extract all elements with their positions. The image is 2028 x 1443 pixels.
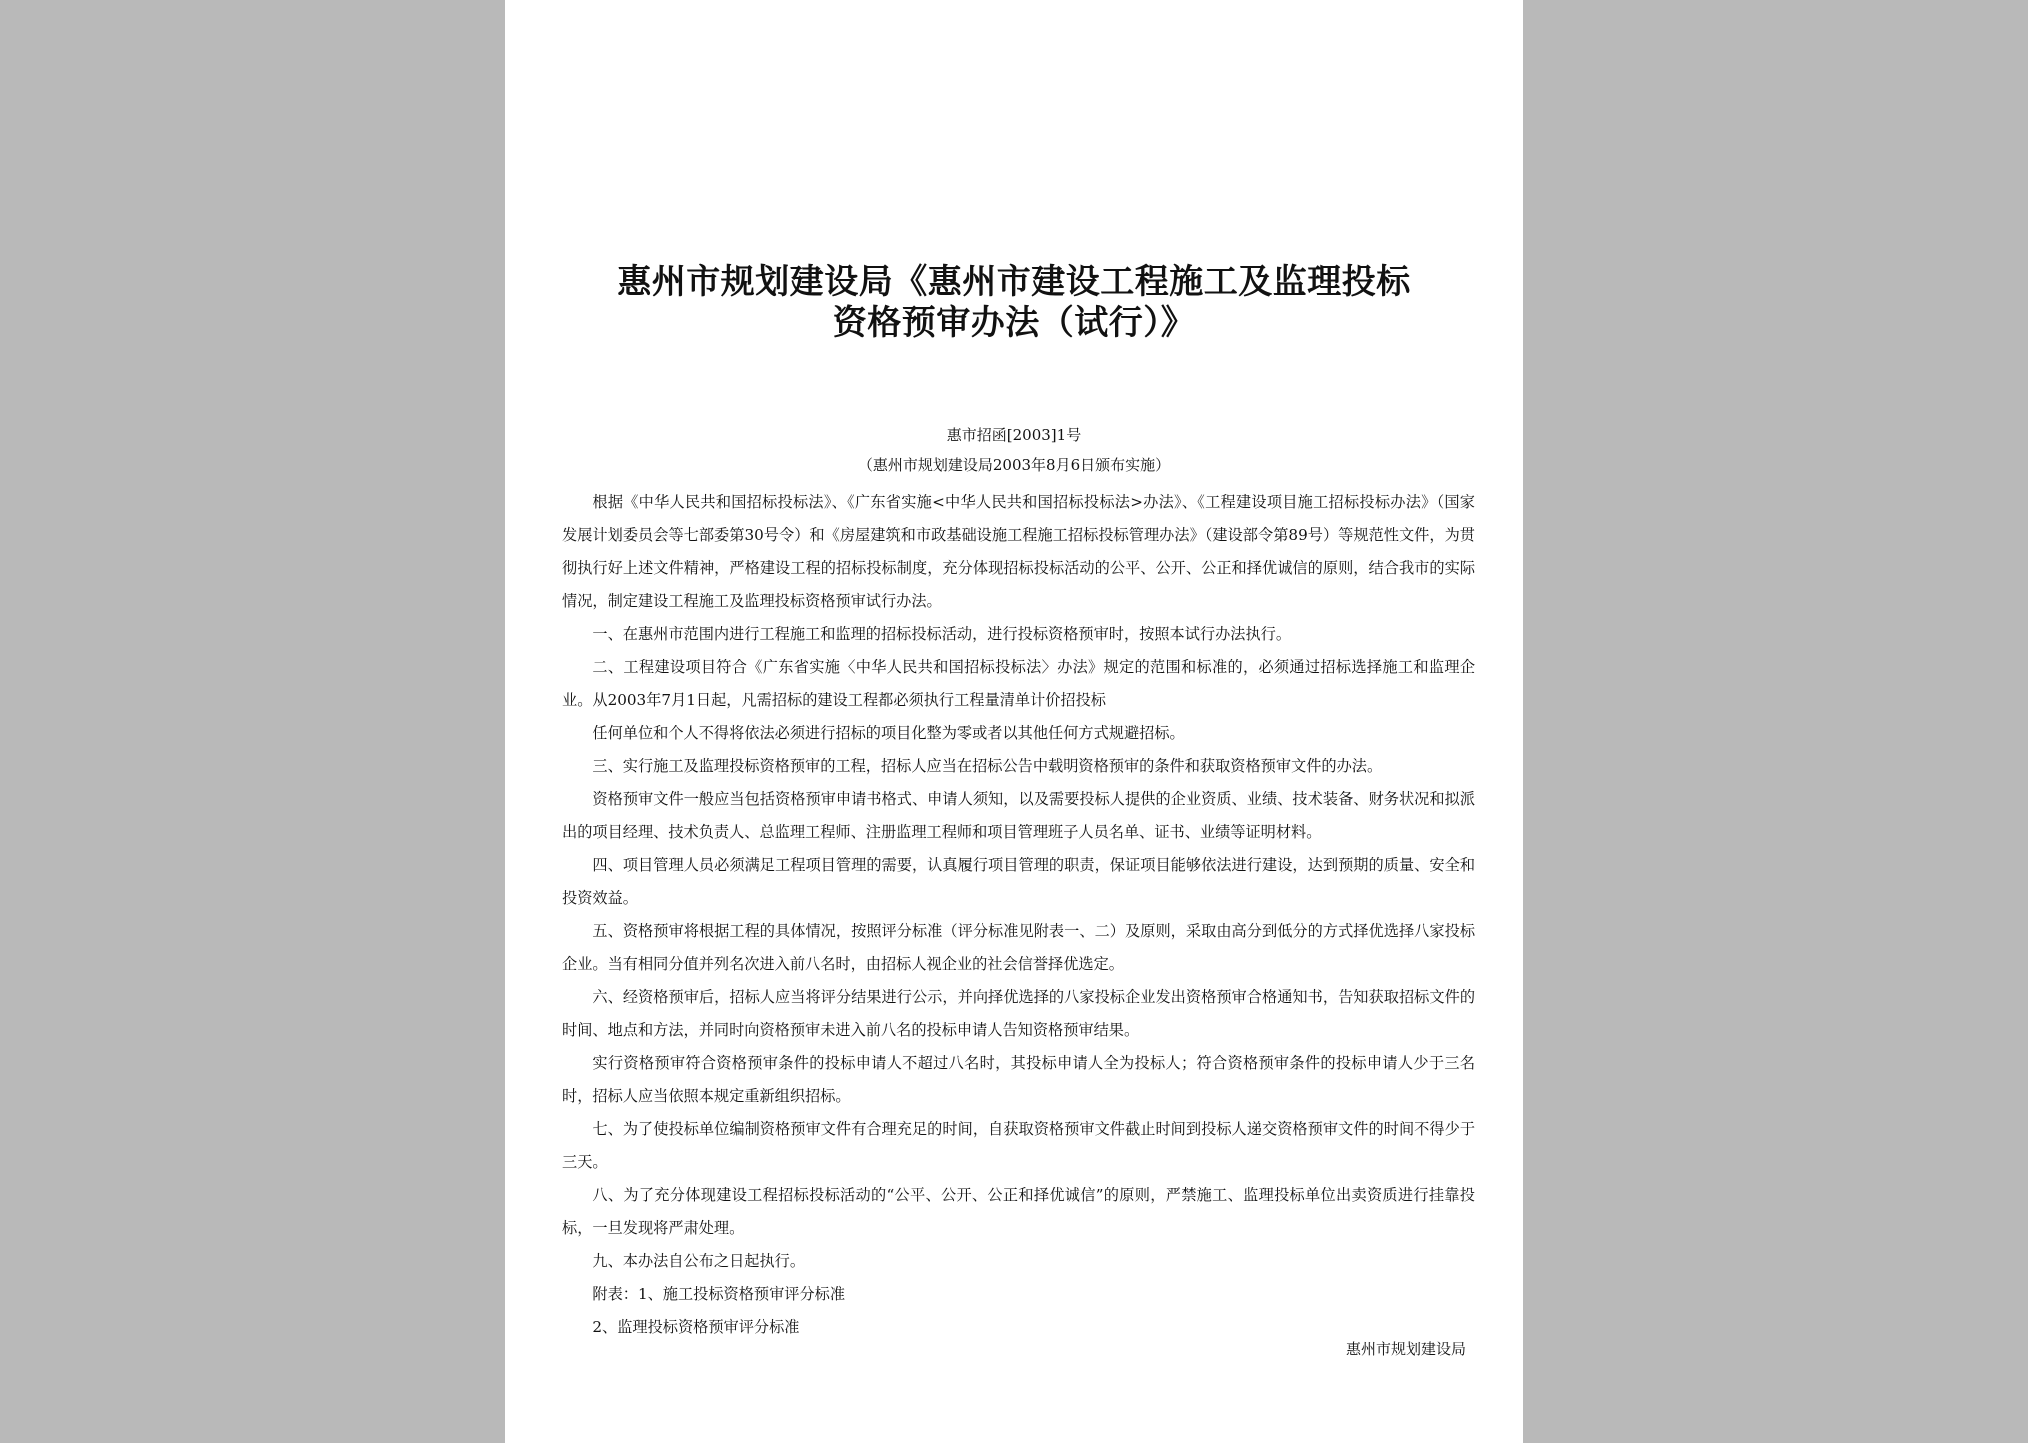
paragraph-article-3-supplement: 资格预审文件一般应当包括资格预审申请书格式、申请人须知，以及需要投标人提供的企业资质、业绩、技术装备、财务状况和拟派出的项目经理、技术负责人、总监理工程师、注册监理工程师和项目管理班子人员名单、证书、业绩等证明材料。 [562,790,1475,841]
paragraph-article-5: 五、资格预审将根据工程的具体情况，按照评分标准（评分标准见附表一、二）及原则，采取由高分到低分的方式择优选择八家投标企业。当有相同分值并列名次进入前八名时，由招标人视企业的社会信誉择优选定。 [562,922,1475,973]
paragraph-article-4: 四、项目管理人员必须满足工程项目管理的需要，认真履行项目管理的职责，保证项目能够依法进行建设，达到预期的质量、安全和投资效益。 [562,856,1475,907]
paragraph-appendix-2: 2、监理投标资格预审评分标准 [592,1318,800,1336]
paragraph-article-7: 七、为了使投标单位编制资格预审文件有合理充足的时间，自获取资格预审文件截止时间到投标人递交资格预审文件的时间不得少于三天。 [562,1120,1475,1171]
paragraph-preamble: 根据《中华人民共和国招标投标法》、《广东省实施<中华人民共和国招标投标法>办法》、《工程建设项目施工招标投标办法》（国家发展计划委员会等七部委第30号令）和《房屋建筑和市政基础设施工程施工招标投标管理办法》（建设部令第89号）等规范性文件，为贯彻执行好上述文件精神，严格建设工程的招标投标制度，充分体现招标投标活动的公平、公开、公正和择优诚信的原则，结合我市的实际情况，制定建设工程施工及监理投标资格预审试行办法。 [562,493,1475,610]
paragraph-article-8: 八、为了充分体现建设工程招标投标活动的“公平、公开、公正和择优诚信”的原则，严禁施工、监理投标单位出卖资质进行挂靠投标，一旦发现将严肃处理。 [562,1186,1475,1237]
document-page [505,0,1523,1443]
paragraph-article-1: 一、在惠州市范围内进行工程施工和监理的招标投标活动，进行投标资格预审时，按照本试行办法执行。 [592,625,1292,643]
title-line-2: 资格预审办法（试行）》 [832,303,1196,343]
paragraph-article-6-supplement: 实行资格预审符合资格预审条件的投标申请人不超过八名时，其投标申请人全为投标人；符合资格预审条件的投标申请人少于三名时，招标人应当依照本规定重新组织招标。 [562,1054,1475,1105]
paragraph-article-3: 三、实行施工及监理投标资格预审的工程，招标人应当在招标公告中载明资格预审的条件和获取资格预审文件的办法。 [592,757,1383,775]
title-line-1: 惠州市规划建设局《惠州市建设工程施工及监理投标 [617,262,1411,302]
paragraph-appendix-1: 附表：1、施工投标资格预审评分标准 [592,1285,846,1303]
document-body [562,486,1475,1344]
paragraph-article-6: 六、经资格预审后，招标人应当将评分结果进行公示，并向择优选择的八家投标企业发出资格预审合格通知书，告知获取招标文件的时间、地点和方法，并同时向资格预审未进入前八名的投标申请人告知资格预审结果。 [562,988,1475,1039]
document-number: 惠市招函[2003]1号 [946,426,1082,444]
paragraph-article-2-supplement: 任何单位和个人不得将依法必须进行招标的项目化整为零或者以其他任何方式规避招标。 [592,724,1185,742]
issued-note: （惠州市规划建设局2003年8月6日颁布实施） [857,456,1171,474]
document-title [505,262,1523,344]
paragraph-article-9: 九、本办法自公布之日起执行。 [592,1252,806,1270]
issuer-signature: 惠州市规划建设局 [1345,1340,1466,1358]
paragraph-article-2: 二、工程建设项目符合《广东省实施〈中华人民共和国招标投标法〉办法》规定的范围和标准的，必须通过招标选择施工和监理企业。从2003年7月1日起，凡需招标的建设工程都必须执行工程量清单计价招投标 [562,658,1475,709]
